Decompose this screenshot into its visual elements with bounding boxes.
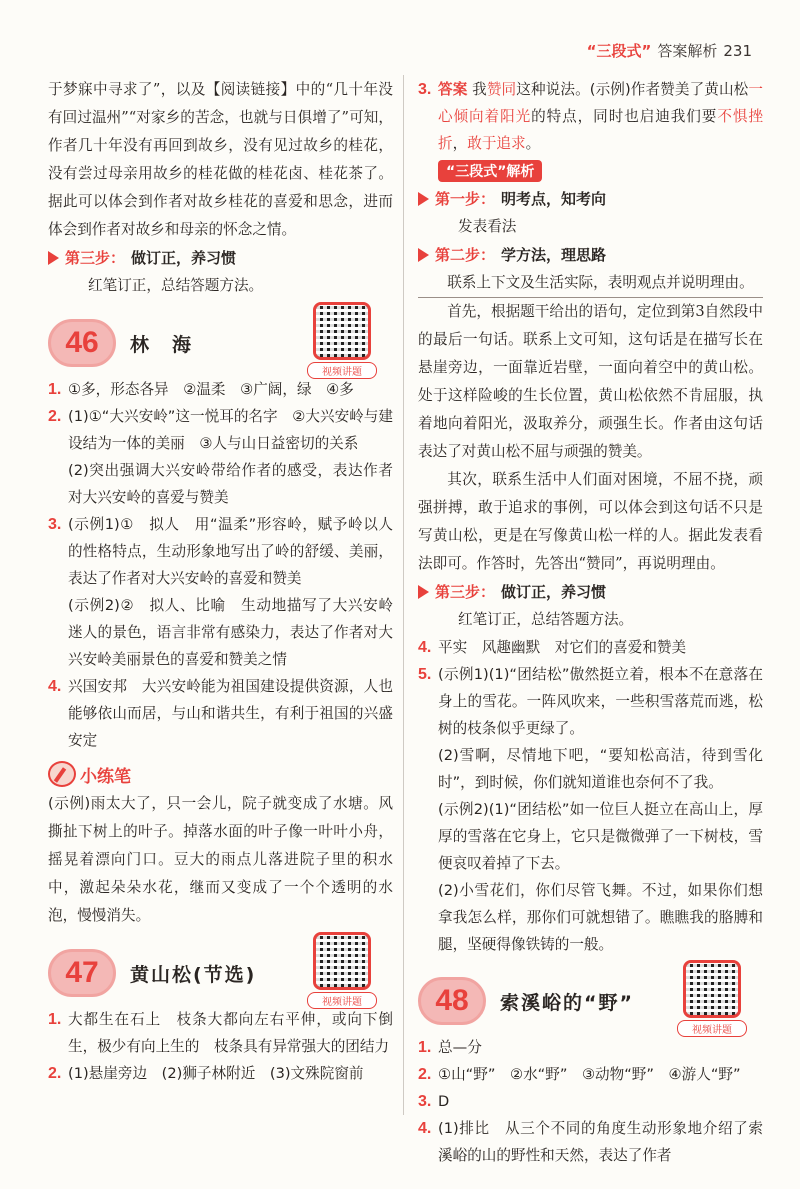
answer-number: 4.: [418, 639, 432, 656]
step-desc: 做订正，养习惯: [131, 249, 237, 267]
lesson-number: 48: [418, 977, 486, 1025]
answer-text: 这种说法。(示例)作者赞美了黄山松: [516, 81, 749, 98]
top-paragraph: 于梦寐中寻求了”，以及【阅读链接】中的“几十年没有回过温州”“对家乡的苦念，也就与日俱增了”可知，作者几十年没有再回到故乡，没有见过故乡的桂花，没有尝过母亲用故乡的桂花做的桂花卤、桂花茶了。据此可以体会到作者对故乡桂花的喜爱和思念，进而体会到作者对故乡和母亲的怀念之情。: [48, 81, 393, 238]
answer-number: 1.: [418, 1039, 432, 1056]
step-note: 联系上下文及生活实际，表明观点并说明理由。: [418, 269, 763, 298]
answer-item: [418, 1034, 763, 1061]
lesson-number: 47: [48, 949, 116, 997]
qr-code-video[interactable]: [677, 960, 747, 1037]
qr-caption: 视频讲题: [307, 362, 377, 379]
answer-line: D: [438, 1093, 450, 1110]
answer-item: [418, 661, 763, 958]
answer-line: (1)①“大兴安岭”这一悦耳的名字 ②大兴安岭与建设结为一体的美丽 ③人与山日益密切的关系: [68, 408, 393, 452]
answer-line: (1)排比 从三个不同的角度生动形象地介绍了索溪峪的山的野性和天然，表达了作者: [438, 1120, 763, 1164]
answer-number: 2.: [48, 1065, 62, 1082]
pen-icon: [48, 761, 76, 787]
answer-number: 5.: [418, 666, 432, 683]
right-column: [418, 76, 763, 1169]
answer-item: [418, 1088, 763, 1115]
answer-line: (示例1)① 拟人 用“温柔”形容岭，赋予岭以人的性格特点，生动形象地写出了岭的舒缓、美丽，表达了作者对大兴安岭的喜爱和赞美: [68, 516, 393, 587]
qr-caption: 视频讲题: [677, 1020, 747, 1037]
lesson-47-header: [48, 940, 393, 1006]
practice-text: (示例)雨太大了，只一会儿，院子就变成了水塘。风撕扯下树上的叶子。掉落水面的叶子像一叶叶小舟，摇晃着漂向门口。豆大的雨点儿落进院子里的积水中，激起朵朵水花，继而又变成了一个个透明的水泡，慢慢消失。: [48, 795, 393, 924]
answer-line: (2)雪啊，尽情地下吧，“要知松高洁，待到雪化时”，到时候，你们就知道谁也奈何不了我。: [438, 747, 763, 791]
answer-item: [48, 673, 393, 754]
column-divider: [403, 75, 404, 1115]
highlight: 赞同: [486, 81, 517, 98]
page-number: 231: [723, 42, 752, 60]
answer-line: ①多，形态各异 ②温柔 ③广阔，绿 ④多: [68, 381, 354, 398]
answer-number: 2.: [48, 408, 62, 425]
step-name: 第二步：: [435, 246, 496, 264]
answer-text: 我: [472, 81, 487, 98]
lesson-title: 林 海: [130, 333, 194, 356]
answer-item: [418, 1061, 763, 1088]
step-name: 第三步：: [435, 583, 496, 601]
answer-line: 兴国安邦 大兴安岭能为祖国建设提供资源，人也能够依山而居，与山和谐共生，有利于祖国的兴盛安定: [68, 678, 393, 749]
answer-text: 。: [525, 135, 541, 152]
qr-code-video[interactable]: [307, 302, 377, 379]
answer-number: 3.: [418, 81, 432, 98]
answer-number: 4.: [418, 1120, 432, 1137]
qr-code-icon: [313, 932, 371, 990]
step-arrow-icon: [48, 251, 59, 265]
page-header: [587, 40, 752, 61]
answer-item: [48, 1060, 393, 1087]
answer-line: 总—分: [438, 1039, 482, 1056]
qr-code-video[interactable]: [307, 932, 377, 1009]
answer-line: (2)小雪花们，你们尽管飞舞。不过，如果你们想拿我怎么样，那你们可就想错了。瞧瞧我的胳膊和腿，坚硬得像铁铸的一般。: [438, 882, 763, 953]
lesson-title: 黄山松(节选): [130, 963, 257, 986]
left-column: [48, 76, 393, 1087]
step-name: 第一步：: [435, 190, 496, 208]
answer-item: [48, 376, 393, 403]
answer-number: 1.: [48, 1011, 62, 1028]
answer-item: [418, 1115, 763, 1169]
answer-line: 大都生在石上 枝条大都向左右平伸，或向下倒生，极少有向上生的 枝条具有异常强大的团结力: [68, 1011, 393, 1055]
step-desc: 做订正，养习惯: [501, 583, 607, 601]
step-desc: 明考点，知考向: [501, 190, 607, 208]
answer-line: (示例2)② 拟人、比喻 生动地描写了大兴安岭迷人的景色，语言非常有感染力，表达了作者对大兴安岭美丽景色的喜爱和赞美之情: [68, 597, 393, 668]
right-step1: [418, 185, 763, 213]
practice-header: [48, 758, 393, 790]
answers-47: [48, 1006, 393, 1087]
qr-code-icon: [683, 960, 741, 1018]
analysis-paragraph-2: 其次，联系生活中人们面对困境，不屈不挠，顽强拼搏，敢于追求的事例，可以体会到这句话不只是写黄山松，更是在写像黄山松一样的人。据此发表看法即可。作答时，先答出“赞同”，再说明理由。: [418, 471, 763, 572]
step-arrow-icon: [418, 192, 429, 206]
step-arrow-icon: [418, 585, 429, 599]
answer-line: (示例2)(1)“团结松”如一位巨人挺立在高山上，厚厚的雪落在它身上，它只是微微弹了一下树枝，雪便哀叹着掉了下去。: [438, 801, 763, 872]
qr-code-icon: [313, 302, 371, 360]
header-subtitle: 答案解析: [657, 42, 718, 60]
highlight: 不惧挫折: [438, 108, 763, 152]
answer-line: 平实 风趣幽默 对它们的喜爱和赞美: [438, 639, 687, 656]
answer-number: 2.: [418, 1066, 432, 1083]
answers-46: [48, 376, 393, 754]
answer-3: [418, 76, 763, 157]
highlight: 一心倾向着阳光: [438, 81, 763, 125]
answer-text: ，: [452, 135, 468, 152]
lesson-46-header: [48, 310, 393, 376]
answer-label: 答案: [438, 81, 468, 98]
highlight: 敢于追求: [467, 135, 526, 152]
qr-caption: 视频讲题: [307, 992, 377, 1009]
answer-line: (示例1)(1)“团结松”傲然挺立着，根本不在意落在身上的雪花。一阵风吹来，一些积雪落荒而逃，松树的枝条似乎更绿了。: [438, 666, 763, 737]
analysis-paragraph-1: 首先，根据题干给出的语句，定位到第3自然段中的最后一句话。联系上文可知，这句话是在描写长在悬崖旁边，一面靠近岩壁，一面向着空中的黄山松。处于这样险峻的生长位置，黄山松依然不肯屈服，执着地向着阳光，汲取养分，顽强生长。作者由这句话表达了对黄山松不屈与顽强的赞美。: [418, 303, 763, 460]
answer-number: 1.: [48, 381, 62, 398]
right-step2: [418, 241, 763, 269]
step-arrow-icon: [418, 248, 429, 262]
step-desc: 学方法，理思路: [501, 246, 607, 264]
header-brand: “三段式”: [586, 42, 652, 60]
answer-number: 3.: [418, 1093, 432, 1110]
practice-label: 小练笔: [80, 766, 131, 787]
left-step3: [48, 244, 393, 272]
answer-item: [48, 403, 393, 511]
answer-text: 的特点，同时也启迪我们要: [531, 108, 718, 125]
analysis-badge: “三段式”解析: [438, 160, 542, 182]
lesson-48-header: [418, 968, 763, 1034]
step-note: 红笔订正，总结答题方法。: [458, 611, 634, 628]
lesson-title: 索溪峪的“野”: [500, 991, 634, 1014]
answer-line: (2)突出强调大兴安岭带给作者的感受，表达作者对大兴安岭的喜爱与赞美: [68, 462, 393, 506]
answer-number: 4.: [48, 678, 62, 695]
answer-line: ①山“野” ②水“野” ③动物“野” ④游人“野”: [438, 1066, 741, 1083]
answer-line: (1)悬崖旁边 (2)狮子林附近 (3)文殊院窗前: [68, 1065, 364, 1082]
lesson-number: 46: [48, 319, 116, 367]
answer-number: 3.: [48, 516, 62, 533]
step-name: 第三步：: [65, 249, 126, 267]
right-step3: [418, 578, 763, 606]
answer-item: [48, 511, 393, 673]
answer-item: [418, 634, 763, 661]
answers-4-5: [418, 634, 763, 958]
step-note: 发表看法: [458, 218, 517, 235]
step-note: 红笔订正，总结答题方法。: [88, 277, 264, 294]
answer-item: [48, 1006, 393, 1060]
answers-48: [418, 1034, 763, 1169]
